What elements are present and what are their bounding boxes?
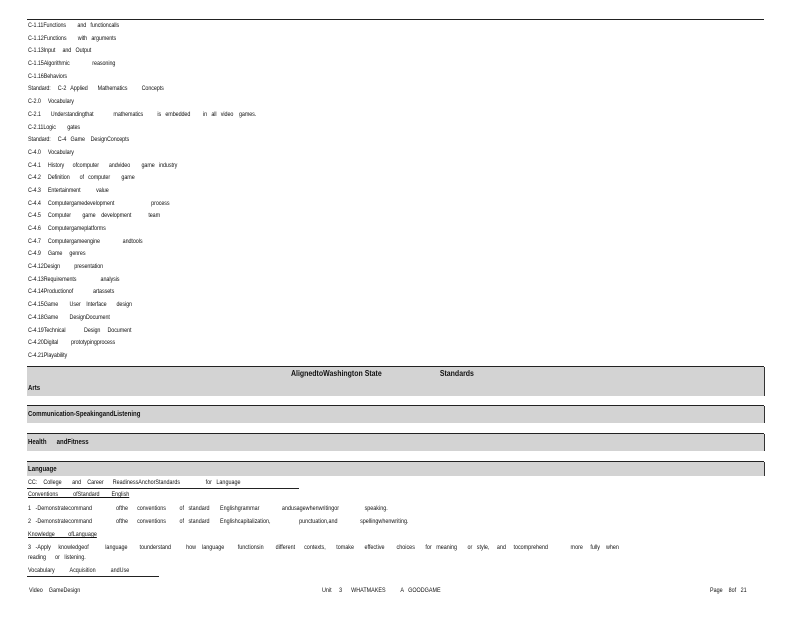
conventions-heading: Conventions ofStandard English [28,491,130,498]
standard-heading: Standard: C-2 Applied Mathematics Concepts [28,85,164,93]
knowledge-heading: Knowledge ofLanguage [28,531,97,538]
section-label-communication: Communication-SpeakingandListening [28,409,141,418]
language-standard-3: 3 -Apply knowledgeof language tounderstand how language functionsin different contexts, tomake effective choices for meaning or style, and tocomprehend more fully when [28,544,619,551]
code-line: C-2.1 Understandingthat mathematics is embedded in all video games. [28,110,257,118]
language-standard-2: 2 -Demonstratecommand ofthe conventions of standard Englishcapitalization, punctuation,and spellingwhenwriting. [28,518,409,525]
language-standard-1: 1 -Demonstratecommand ofthe conventions of standard Englishgrammar andusagewhenwritingor speaking. [28,505,388,512]
language-standard-3-cont: reading or listening. [28,554,86,561]
code-line: C-4.3 Entertainment value [28,186,109,194]
code-line: C-1.13Input and Output [28,47,92,55]
standard-heading: Standard: C-4 Game DesignConcepts [28,136,130,144]
section-label-arts: Arts [28,383,41,392]
code-line: C-4.18Game DesignDocument [28,313,110,321]
code-line: C-4.15Game User Interface design [28,301,132,309]
section-label-language: Language [28,464,57,473]
code-line: C-4.0 Vocabulary [28,148,74,156]
footer-page-number: Page 8of 21 [710,587,747,594]
code-line: C-4.7 Computergameengine andtools [28,237,143,245]
section-label-health: Health andFitness [28,437,89,446]
code-line: C-4.21Playability [28,351,68,359]
footer-unit: Unit 3 WHATMAKES A GOODGAME [322,587,441,594]
code-line: C-4.13Requirements analysis [28,275,120,283]
code-line: C-4.9 Game genres [28,250,86,258]
section-bar-health [27,434,765,451]
code-line: C-4.14Productionof artassets [28,288,115,296]
vocabulary-underline [27,576,159,577]
footer-course: Video GameDesign [29,587,81,594]
code-line: C-4.6 Computergameplatforms [28,225,106,232]
code-line: C-4.1 History ofcomputer andvideo game industry [28,161,178,169]
code-line: C-1.16Behaviors [28,72,68,80]
code-line: C-4.4 Computergamedevelopment process [28,199,170,207]
section-bar-language [27,462,765,476]
code-line: C-4.12Design presentation [28,263,104,271]
anchor-standards: CC: College and Career ReadinessAnchorStandards for Language [28,479,241,486]
anchor-underline [27,488,299,489]
code-line: C-1.15Algorithmic reasoning [28,60,116,68]
code-line: C-4.2 Definition of computer game [28,174,135,182]
aligned-standards-title: AlignedtoWashington State Standards [291,368,474,378]
code-line: C-1.11Functions and functioncalls [28,22,120,29]
code-line: C-4.5 Computer game development team [28,212,161,220]
code-line: C-1.12Functions with arguments [28,34,117,42]
section-bar-communication [27,406,765,423]
code-line: C-2.11Logic gates [28,123,81,131]
code-line: C-2.0 Vocabulary [28,98,74,106]
standards-code-list [28,20,768,363]
code-line: C-4.20Digital prototypingprocess [28,339,116,347]
code-line: C-4.19Technical Design Document [28,326,132,334]
vocabulary-heading: Vocabulary Acquisition andUse [28,567,130,574]
